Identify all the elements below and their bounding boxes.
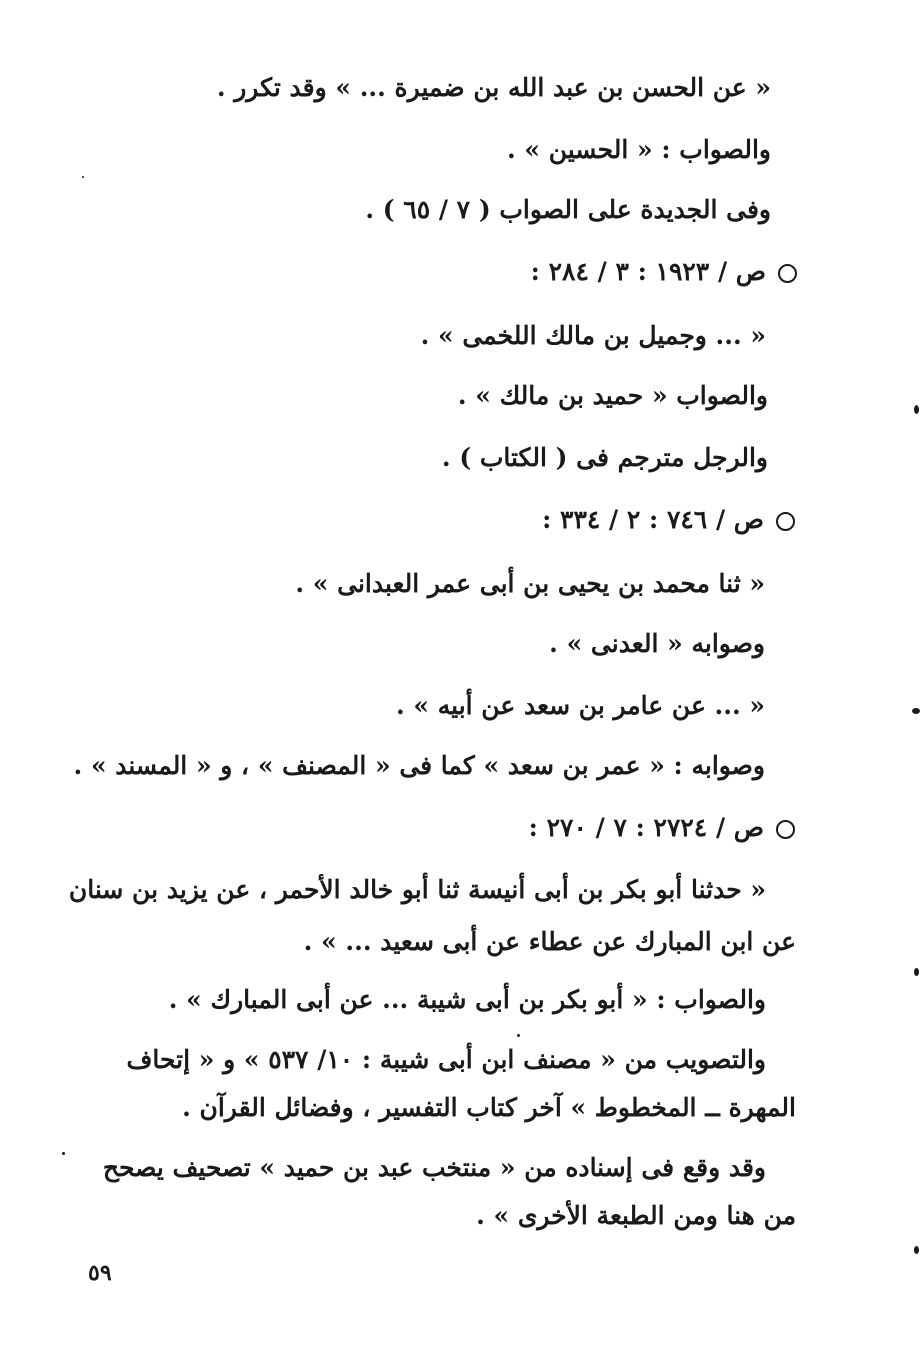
reference-heading-text: ص / ١٩٢٣ : ٣ / ٢٨٤ : (530, 257, 766, 286)
scan-speck (914, 968, 919, 976)
text-line-14a: وقد وقع فى إسناده من « منتخب عبد بن حميد » تصحيف يصحح (102, 1153, 766, 1182)
reference-heading-1 (531, 254, 797, 290)
scan-speck (82, 176, 84, 178)
page-number: ٥٩ (88, 1260, 112, 1286)
scan-speck (517, 1034, 520, 1037)
reference-heading-text: ص / ٧٤٦ : ٢ / ٣٣٤ : (542, 505, 764, 534)
scan-speck (914, 405, 919, 414)
text-line-6: والرجل مترجم فى ( الكتاب ) . (441, 443, 768, 472)
text-line-13b: المهرة ــ المخطوط » آخر كتاب التفسير ، وفضائل القرآن . (182, 1093, 796, 1122)
reference-heading-text: ص / ٢٧٢٤ : ٧ / ٢٧٠ : (528, 813, 764, 842)
text-line-8: وصوابه « العدنى » . (549, 629, 765, 658)
text-line-9: « ... عن عامر بن سعد عن أبيه » . (396, 691, 765, 720)
text-line-4: « ... وجميل بن مالك اللخمى » . (420, 321, 766, 350)
text-line-13a: والتصويب من « مصنف ابن أبى شيبة : ١٠/ ٥٣٧ » و « إتحاف (126, 1045, 766, 1074)
text-line-11b: عن ابن المبارك عن عطاء عن أبى سعيد ... » . (303, 927, 796, 956)
reference-heading-3 (529, 810, 795, 846)
text-line-2: والصواب : « الحسين » . (507, 135, 771, 164)
text-line-3: وفى الجديدة على الصواب ( ٧ / ٦٥ ) . (365, 195, 771, 224)
text-line-11a: « حدثنا أبو بكر بن أبى أنيسة ثنا أبو خالد الأحمر ، عن يزيد بن سنان (68, 875, 766, 904)
text-line-12: والصواب : « أبو بكر بن أبى شيبة ... عن أبى المبارك » . (168, 985, 766, 1014)
reference-heading-2 (542, 502, 795, 538)
scan-speck (914, 1246, 919, 1254)
text-line-7: « ثنا محمد بن يحيى بن أبى عمر العبدانى » . (295, 569, 765, 598)
scan-speck (62, 1152, 65, 1155)
text-line-10: وصوابه : « عمر بن سعد » كما فى « المصنف » ، و « المسند » . (73, 751, 765, 780)
text-line-5: والصواب « حميد بن مالك » . (457, 381, 768, 410)
text-line-1: « عن الحسن بن عبد الله بن ضميرة ... » وقد تكرر . (216, 73, 771, 102)
circle-bullet-icon (778, 264, 797, 283)
circle-bullet-icon (776, 512, 795, 531)
text-line-14b: من هنا ومن الطبعة الأخرى » . (476, 1201, 796, 1230)
scan-speck (912, 708, 920, 714)
circle-bullet-icon (776, 820, 795, 839)
